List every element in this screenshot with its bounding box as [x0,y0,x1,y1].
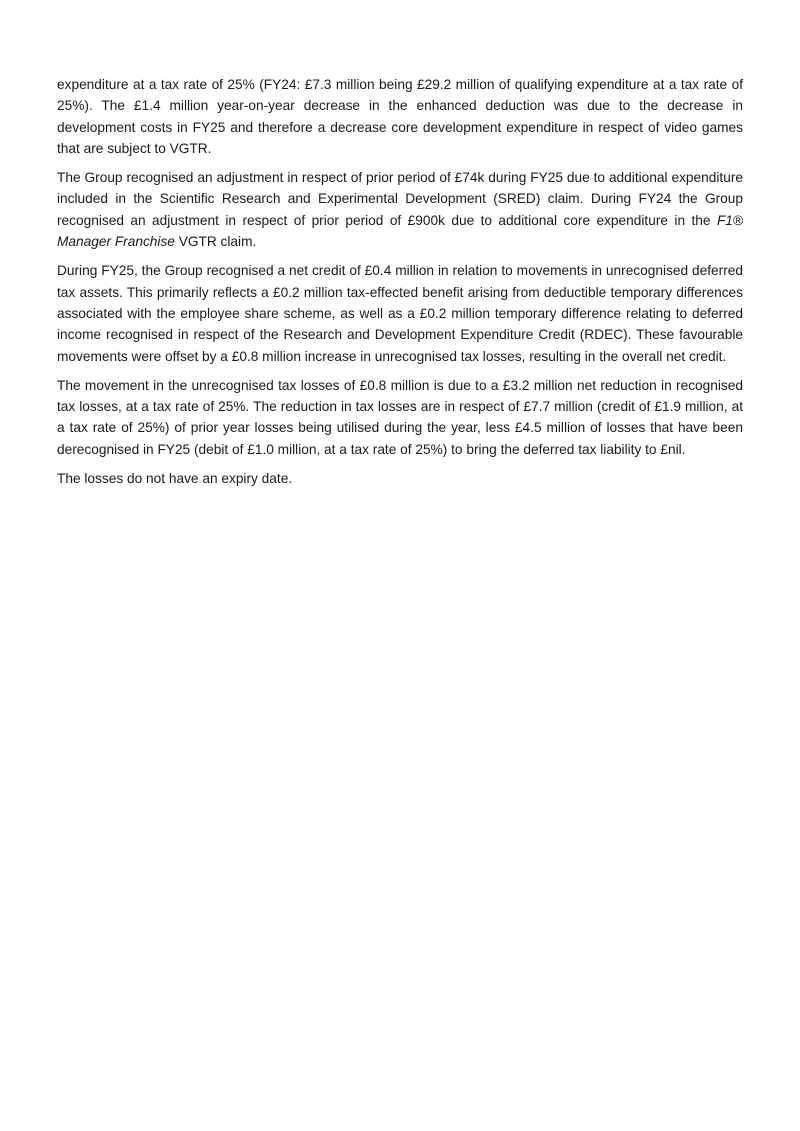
paragraph-tax-losses-movement: The movement in the unrecognised tax losses of £0.8 million is due to a £3.2 million net reduction in recognised tax losses, at a tax rate of 25%. The reduction in tax losses are in respect of £7.7 million (credit of £1.9 million, at a tax rate of 25%) of prior year losses being utilised during the year, less £4.5 million of losses that have been derecognised in FY25 (debit of £1.0 million, at a tax rate of 25%) to bring the deferred tax liability to £nil. [57,377,743,457]
paragraph-vgtr-enhanced-deduction: expenditure at a tax rate of 25% (FY24: £7.3 million being £29.2 million of qualifying expenditure at a tax rate of 25%). The £1.4 million year-on-year decrease in the enhanced deduction was due to the decrease in development costs in FY25 and therefore a decrease core development expenditure in respect of video games that are subject to VGTR. [57,77,743,156]
paragraph-prior-period-adjustment [57,167,743,252]
paragraph-text-before: The Group recognised an adjustment in respect of prior period of £74k during FY25 due to additional expenditure included in the Scientific Research and Experimental Development (SRED) claim. During FY24 the Group recognised an adjustment in respect of prior period of £900k due to additional core expenditure in the [57,170,743,228]
paragraph-losses-expiry: The losses do not have an expiry date. [57,471,293,487]
document-page [57,74,743,497]
franchise-name-italic: F1® Manager Franchise [57,212,743,250]
paragraph-text-after: VGTR claim. [174,234,257,250]
paragraph-unrecognised-deferred-tax: During FY25, the Group recognised a net credit of £0.4 million in relation to movements in unrecognised deferred tax assets. This primarily reflects a £0.2 million tax-effected benefit arising from deductible temporary differences associated with the employee share scheme, as well as a £0.2 million temporary difference relating to deferred income recognised in respect of the Research and Development Expenditure Credit (RDEC). These favourable movements were offset by a £0.8 million increase in unrecognised tax losses, resulting in the overall net credit. [57,263,743,364]
